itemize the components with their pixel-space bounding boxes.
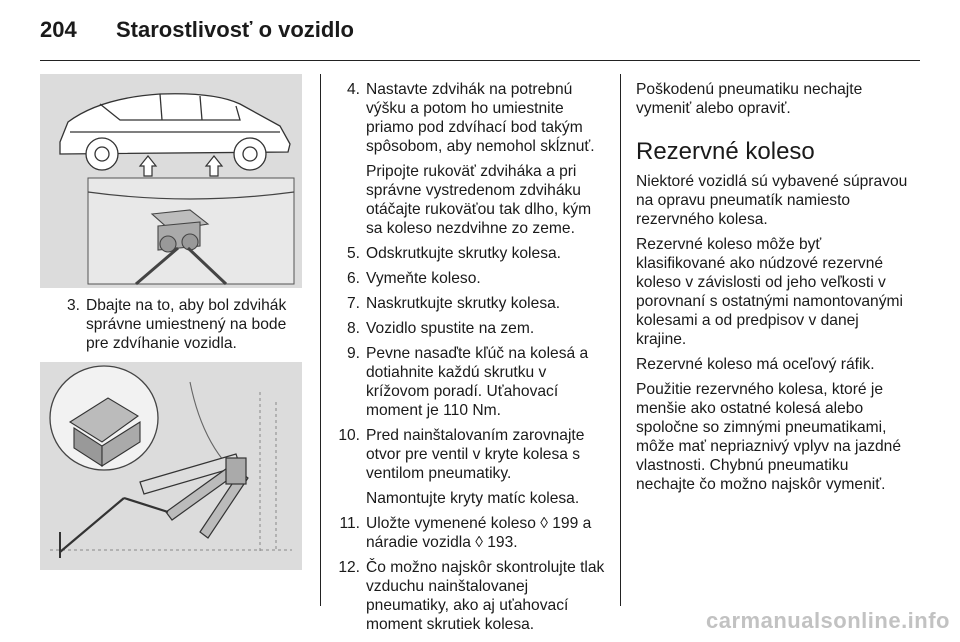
figure-jack-handle xyxy=(40,362,302,570)
figure-car-jack-point xyxy=(40,74,302,288)
page-header xyxy=(0,0,960,62)
list-item xyxy=(40,296,306,353)
left-column-text xyxy=(40,296,306,359)
step-text: Pred nainštalovaním zarovnajte otvor pre ventil v kryte kolesa s ventilom pneumatiky. xyxy=(366,427,585,482)
list-item xyxy=(320,269,608,288)
step-number: 7. xyxy=(346,295,360,312)
list-item xyxy=(320,426,608,483)
step-number: 12. xyxy=(338,559,360,576)
step-text: Nastavte zdvihák na potrebnú výšku a potom ho umiestnite priamo pod zdvíhací bod takým spôsobom, aby nemohol skĺznuť. xyxy=(366,81,595,155)
step-number: 9. xyxy=(346,345,360,362)
page-title: Starostlivosť o vozidlo xyxy=(116,17,354,42)
paragraph: Rezervné koleso má oceľový ráfik. xyxy=(636,356,875,373)
paragraph: Niektoré vozidlá sú vybavené súpravou na opravu pneumatík namiesto rezervného kolesa. xyxy=(636,173,908,228)
column-divider xyxy=(620,74,621,606)
step-number: 4. xyxy=(346,81,360,98)
step-text: Odskrutkujte skrutky kolesa. xyxy=(366,245,561,262)
step-text: Čo možno najskôr skontrolujte tlak vzduchu nainštalovanej pneumatiky, ako aj uťahovací moment skrutiek kolesa. xyxy=(366,559,605,633)
header-rule xyxy=(40,60,920,61)
watermark: carmanualsonline.info xyxy=(706,608,950,633)
step-text: Pevne nasaďte kľúč na kolesá a dotiahnite každú skrutku v krížovom poradí. Uťahovací moment je 110 Nm. xyxy=(366,345,589,419)
step-number: 10. xyxy=(338,427,360,444)
step-text: Uložte vymenené koleso ◊ 199 a náradie vozidla ◊ 193. xyxy=(366,515,592,551)
step-sub-paragraph: Pripojte rukoväť zdviháka a pri správne vystredenom zdviháku otáčajte rukoväťou tak dlho, kým sa koleso nezdvihne zo zeme. xyxy=(366,163,592,237)
step-text: Vozidlo spustite na zem. xyxy=(366,320,535,337)
list-item xyxy=(320,80,608,156)
intro-paragraph: Poškodenú pneumatiku nechajte vymeniť alebo opraviť. xyxy=(636,81,863,117)
step-text: Naskrutkujte skrutky kolesa. xyxy=(366,295,561,312)
step-text: Vymeňte koleso. xyxy=(366,270,481,287)
paragraph: Rezervné koleso môže byť klasifikované ako núdzové rezervné koleso v závislosti od jeho veľkosti v porovnaní s ostatnými namontovanými kolesami a od predpisov v danej krajine. xyxy=(636,236,903,348)
paragraph: Použitie rezervného kolesa, ktoré je menšie ako ostatné kolesá alebo spoločne so zimnými pneumatikami, môže mať nepriaznivý vplyv na jazdné vlastnosti. Chybnú pneumatiku nechajte čo možno najskôr vymeniť. xyxy=(636,381,902,493)
step-number: 11. xyxy=(339,515,360,532)
section-heading: Rezervné koleso xyxy=(636,138,815,165)
list-item xyxy=(320,294,608,313)
right-column-text xyxy=(636,80,908,500)
step-number: 5. xyxy=(346,245,360,262)
page-number: 204 xyxy=(40,17,77,42)
step-sub-paragraph: Namontujte kryty matíc kolesa. xyxy=(366,490,580,507)
middle-column-text xyxy=(320,80,608,640)
jack-handle-illustration xyxy=(40,362,302,570)
step-number: 6. xyxy=(346,270,360,287)
list-item xyxy=(320,244,608,263)
step-text: Dbajte na to, aby bol zdvihák správne umiestnený na bode pre zdvíhanie vozidla. xyxy=(86,297,287,352)
list-item xyxy=(320,344,608,420)
step-number: 3. xyxy=(66,297,80,314)
list-item xyxy=(320,558,608,634)
step-number: 8. xyxy=(346,320,360,337)
list-item xyxy=(320,514,608,552)
car-jack-point-illustration xyxy=(40,74,302,288)
list-item xyxy=(320,319,608,338)
